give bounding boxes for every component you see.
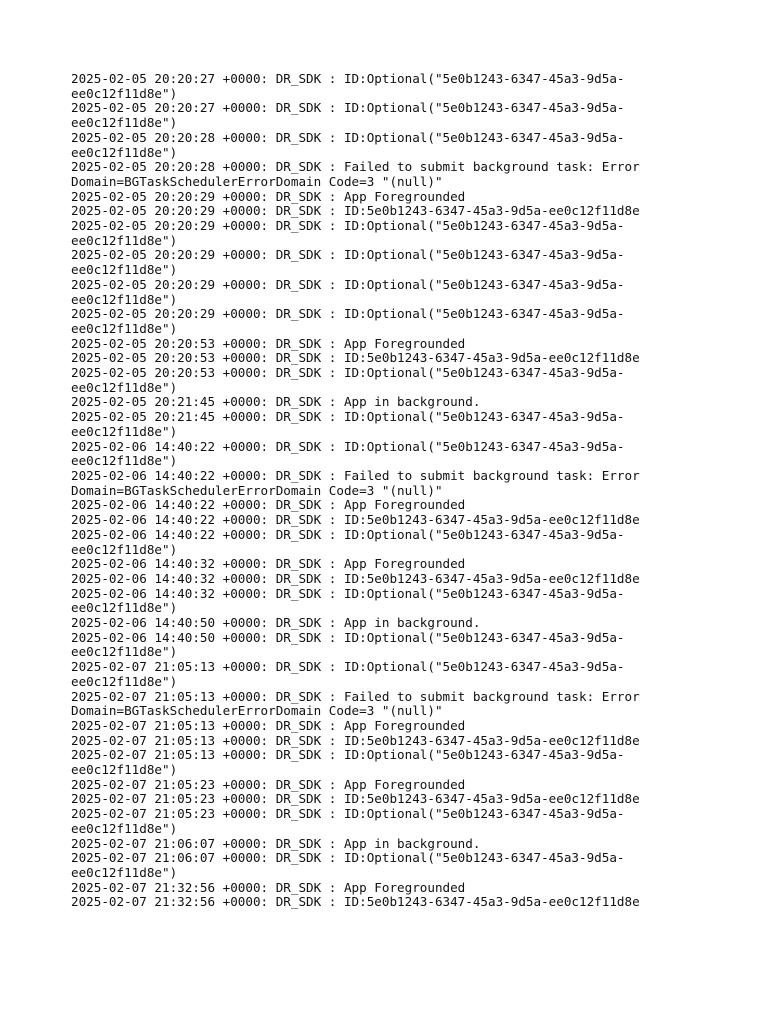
log-text	[71, 72, 651, 910]
log-line: 2025-02-06 14:40:22 +0000: DR_SDK : ID:Optional("5e0b1243-6347-45a3-9d5a-	[71, 438, 625, 454]
log-line: 2025-02-07 21:05:23 +0000: DR_SDK : App Foregrounded	[71, 776, 466, 792]
log-line: 2025-02-06 14:40:50 +0000: DR_SDK : ID:Optional("5e0b1243-6347-45a3-9d5a-	[71, 629, 625, 645]
log-line: 2025-02-07 21:32:56 +0000: DR_SDK : App Foregrounded	[71, 879, 466, 895]
log-line: 2025-02-06 14:40:22 +0000: DR_SDK : ID:5e0b1243-6347-45a3-9d5a-ee0c12f11d8e	[71, 512, 640, 528]
log-line: ee0c12f11d8e")	[71, 673, 178, 689]
log-line: 2025-02-06 14:40:32 +0000: DR_SDK : ID:Optional("5e0b1243-6347-45a3-9d5a-	[71, 585, 625, 601]
log-line: 2025-02-07 21:05:13 +0000: DR_SDK : ID:Optional("5e0b1243-6347-45a3-9d5a-	[71, 659, 625, 675]
log-line: 2025-02-05 20:20:28 +0000: DR_SDK : Failed to submit background task: Error	[71, 159, 640, 175]
log-line: 2025-02-06 14:40:50 +0000: DR_SDK : App in background.	[71, 615, 481, 631]
log-line: ee0c12f11d8e")	[71, 762, 178, 778]
log-line: 2025-02-05 20:20:29 +0000: DR_SDK : ID:Optional("5e0b1243-6347-45a3-9d5a-	[71, 306, 625, 322]
log-line: 2025-02-05 20:20:29 +0000: DR_SDK : ID:Optional("5e0b1243-6347-45a3-9d5a-	[71, 218, 625, 234]
log-line: Domain=BGTaskSchedulerErrorDomain Code=3 "(null)"	[71, 173, 443, 189]
log-line: ee0c12f11d8e")	[71, 864, 178, 880]
log-line: 2025-02-06 14:40:32 +0000: DR_SDK : ID:5e0b1243-6347-45a3-9d5a-ee0c12f11d8e	[71, 570, 640, 586]
log-line: ee0c12f11d8e")	[71, 291, 178, 307]
log-line: 2025-02-05 20:20:29 +0000: DR_SDK : App Foregrounded	[71, 188, 466, 204]
log-line: 2025-02-05 20:21:45 +0000: DR_SDK : App in background.	[71, 394, 481, 410]
log-line: 2025-02-05 20:20:53 +0000: DR_SDK : ID:Optional("5e0b1243-6347-45a3-9d5a-	[71, 365, 625, 381]
log-line: ee0c12f11d8e")	[71, 320, 178, 336]
log-line: ee0c12f11d8e")	[71, 600, 178, 616]
log-line: 2025-02-06 14:40:22 +0000: DR_SDK : Failed to submit background task: Error	[71, 467, 640, 483]
log-line: ee0c12f11d8e")	[71, 115, 178, 131]
log-line: 2025-02-06 14:40:22 +0000: DR_SDK : ID:Optional("5e0b1243-6347-45a3-9d5a-	[71, 526, 625, 542]
log-line: 2025-02-07 21:05:23 +0000: DR_SDK : ID:Optional("5e0b1243-6347-45a3-9d5a-	[71, 806, 625, 822]
log-line: 2025-02-05 20:20:27 +0000: DR_SDK : ID:Optional("5e0b1243-6347-45a3-9d5a-	[71, 100, 625, 116]
log-line: 2025-02-06 14:40:32 +0000: DR_SDK : App Foregrounded	[71, 556, 466, 572]
log-line: 2025-02-05 20:20:29 +0000: DR_SDK : ID:5e0b1243-6347-45a3-9d5a-ee0c12f11d8e	[71, 203, 640, 219]
log-line: ee0c12f11d8e")	[71, 820, 178, 836]
log-line: ee0c12f11d8e")	[71, 644, 178, 660]
log-line: Domain=BGTaskSchedulerErrorDomain Code=3 "(null)"	[71, 703, 443, 719]
log-line: 2025-02-07 21:05:13 +0000: DR_SDK : App Foregrounded	[71, 717, 466, 733]
log-line: 2025-02-07 21:32:56 +0000: DR_SDK : ID:5e0b1243-6347-45a3-9d5a-ee0c12f11d8e	[71, 894, 640, 910]
log-line: ee0c12f11d8e")	[71, 232, 178, 248]
log-line: ee0c12f11d8e")	[71, 144, 178, 160]
log-line: 2025-02-07 21:05:13 +0000: DR_SDK : Failed to submit background task: Error	[71, 688, 640, 704]
log-line: 2025-02-07 21:05:13 +0000: DR_SDK : ID:Optional("5e0b1243-6347-45a3-9d5a-	[71, 747, 625, 763]
log-line: 2025-02-05 20:20:53 +0000: DR_SDK : ID:5e0b1243-6347-45a3-9d5a-ee0c12f11d8e	[71, 350, 640, 366]
log-line: ee0c12f11d8e")	[71, 453, 178, 469]
log-line: ee0c12f11d8e")	[71, 85, 178, 101]
log-line: ee0c12f11d8e")	[71, 379, 178, 395]
log-line: 2025-02-06 14:40:22 +0000: DR_SDK : App Foregrounded	[71, 497, 466, 513]
log-line: 2025-02-07 21:05:13 +0000: DR_SDK : ID:5e0b1243-6347-45a3-9d5a-ee0c12f11d8e	[71, 732, 640, 748]
log-line: 2025-02-07 21:06:07 +0000: DR_SDK : ID:Optional("5e0b1243-6347-45a3-9d5a-	[71, 850, 625, 866]
log-line: 2025-02-07 21:05:23 +0000: DR_SDK : ID:5e0b1243-6347-45a3-9d5a-ee0c12f11d8e	[71, 791, 640, 807]
log-line: 2025-02-05 20:20:53 +0000: DR_SDK : App Foregrounded	[71, 335, 466, 351]
log-line: 2025-02-05 20:20:29 +0000: DR_SDK : ID:Optional("5e0b1243-6347-45a3-9d5a-	[71, 247, 625, 263]
log-line: ee0c12f11d8e")	[71, 262, 178, 278]
log-line: ee0c12f11d8e")	[71, 541, 178, 557]
log-line: 2025-02-07 21:06:07 +0000: DR_SDK : App in background.	[71, 835, 481, 851]
log-line: 2025-02-05 20:20:27 +0000: DR_SDK : ID:Optional("5e0b1243-6347-45a3-9d5a-	[71, 71, 625, 86]
log-line: 2025-02-05 20:20:28 +0000: DR_SDK : ID:Optional("5e0b1243-6347-45a3-9d5a-	[71, 129, 625, 145]
log-line: 2025-02-05 20:21:45 +0000: DR_SDK : ID:Optional("5e0b1243-6347-45a3-9d5a-	[71, 409, 625, 425]
log-line: 2025-02-05 20:20:29 +0000: DR_SDK : ID:Optional("5e0b1243-6347-45a3-9d5a-	[71, 276, 625, 292]
log-line: Domain=BGTaskSchedulerErrorDomain Code=3 "(null)"	[71, 482, 443, 498]
log-line: ee0c12f11d8e")	[71, 423, 178, 439]
